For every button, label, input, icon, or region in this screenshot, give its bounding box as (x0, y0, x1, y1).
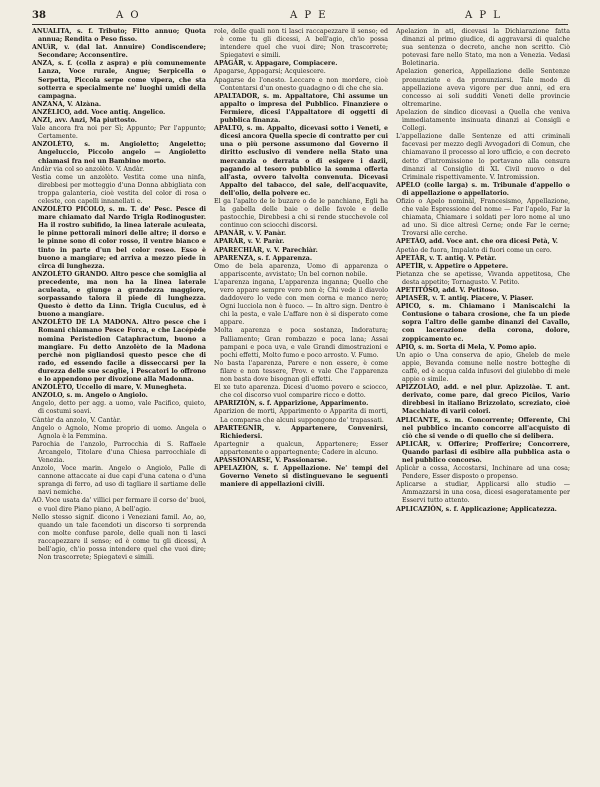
dictionary-entry: No basta l'aparenza, Parere e non essere, è come filare e non tessere, Prov. e vale Che l'apparenza non basta dove bisognan gli effetti. (214, 359, 388, 384)
dictionary-entry: APARTEGNÌR, v. Appartenere, Convenirsi, Richiedersi. (214, 424, 388, 440)
dictionary-entry: Andàr via col so anzolèto. V. Andàr. (32, 165, 145, 173)
dictionary-entry: Aparizion de morti, Apparimento o Apparita di morti, La comparsa che alcuni suppongono de' trapassati. (214, 408, 388, 424)
dictionary-entry: APARÀR, v. V. Paràr. (214, 238, 285, 246)
dictionary-entry: ANZÈLICO, add. Voce antiq. Angelico. (32, 108, 166, 116)
dictionary-entry: Apartegnir a qualcun, Appartenere; Esser appartenente o appartegnente; Cadere in alcuno. (214, 440, 388, 456)
dictionary-entry: AO. Voce usata da' villici per fermare il corso de' buoi, e vuol dire Piano piano, A bell'agio. (32, 497, 206, 513)
dictionary-entry: APARIZIÒN, s. f. Apparizione, Apparimento. (214, 400, 369, 408)
dictionary-entry: Nello stesso signif. dicono i Veneziani famil. Ao, ao, quando un tale facendoti un discorso ti sorprenda con molte confuse parole, delle quali non ti lasci raccapezzare il senso; ed è come tu gli dicessi, A bell'agio, ch'io possa intendere quel che vuoi dire; Non trascorrete; Spiegatevi e simili. (32, 513, 206, 562)
dictionary-entry: ANZA, s. f. (colla z aspra) e più comunemente Lanza, Voce rurale, Angue; Serpicella o Serpetta, Piccola serpe come vipera, che sta sotterra e specialmente ne' luoghi umidi della campagna. (32, 60, 206, 100)
page-number: 38 (32, 10, 46, 21)
dictionary-entry: El xe tuto aparenza. Dicesi d'uomo povero e sciocco, che col discorso vuol comparire ricco e dotto. (214, 384, 388, 400)
dictionary-entry: APETÌR, v. Appetire o Appetere. (396, 262, 509, 270)
dictionary-entry: Un apio o Una conserva de apio, Gheleb de mele appie, Bevanda comune nelle nostre botteghe di caffè, ed è acqua calda infusovi del giulebbo di mele appie o simile. (396, 351, 570, 384)
dictionary-entry: Pietanza che se apetisse, Vivanda appetitosa, Che desta appetito; Tornagusto. V. Petìto. (396, 270, 570, 286)
dictionary-entry: ANZANA, V. Alzàna. (32, 100, 102, 108)
dictionary-entry: ANZOLÈTO, Uccello di mare, V. Munegheta. (32, 384, 187, 392)
dictionary-entry: Anzolo, Voce marin. Angelo o Angiolo, Palle di cannone attaccate ai due capi d'una catena o d'una spranga di ferro, ad uso di tagliare il sartiame delle navi nemiche. (32, 465, 206, 497)
running-head-center: A P E (290, 10, 328, 21)
dictionary-entry: Vale ancora fra noi per Sì; Appunto; Per l'appunto; Certamente. (32, 125, 206, 141)
dictionary-entry: APELAZIÒN, s. f. Appellazione. Ne' tempi del Governo Veneto si distinguevano le seguenti maniere di appellazioni civili. (214, 465, 388, 489)
column-left (32, 28, 206, 783)
dictionary-entry: APANÀR, v. V. Panàr. (214, 230, 287, 238)
dictionary-entry: Apelazion de sindico dicevasi a Quella che veniva immediatamente insinuata dinanzi ai Consigli e Collegi. (396, 108, 570, 133)
dictionary-entry: Càntàr da anzolo, V. Cantàr. (32, 416, 122, 424)
running-head-left: A O (116, 10, 141, 21)
dictionary-entry: APAGÀR, v. Appagare, Compiacere. (214, 60, 338, 68)
dictionary-entry: APARENZA, s. f. Apparenza. (214, 254, 313, 262)
dictionary-entry: El ga l'apalto de le buzare o de le panchiane, Egli ha la gabella delle baie o delle favole e delle pastocchie, Direbbesi a chi si rende stucchevole col continuo con sciocchi discorsi. (214, 197, 388, 230)
dictionary-entry: ANZOLO, s. m. Angelo o Angiolo. (32, 392, 148, 400)
dictionary-entry: L'aparenza ingana, L'apparenza inganna; Quello che vero appare sempre vero non è; Chi vede il diavolo daddovero lo vede con men corna e manco nero; Ogni lucciola non è fuoco. — In altro sign. Dentro è chi la pesta, e vale L'affare non è si disperato come appare. (214, 278, 388, 327)
dictionary-entry: APLICAZIÒN, s. f. Applicazione; Applicatezza. (396, 505, 557, 513)
dictionary-entry: Ofizio o Apelo nominàl, Francesismo, Appellazione, che vale Espressione del nome — Far l'apelo, Far la chiamata, Chiamare i soldati per loro nome al uno ad uno. Si dice altresì Cerne; onde Far le cerne; Trovarsi alle cerche. (396, 197, 570, 238)
dictionary-entry: Apelazion generica, Appellazione delle Sentenze pronunziate e da pronunziarsi. Tale modo di appellazione aveva vigore per due anni, ed era concesso ai soli sudditi Veneti delle provincie oltremarine. (396, 68, 570, 108)
dictionary-entry: ANZOLÈTO DE LA MADONA. Altro pesce che i Romani chiamano Pesce Forca, e che Lacépède nomina Peristedion Cataphractum, buono a mangiare. Fu detto Anzolèto de la Madona perchè non pigliandosi questo pesce che di rado, ed essendo facile a disseccarsi per la durezza delle sue scaglie, i Pescatori lo offrono e lo appendono per divozione alla Madonna. (32, 319, 206, 384)
dictionary-entry: Parochia de l'anzolo, Parrocchia di S. Raffaele Arcangelo, Titolare d'una Chiesa parrocchiale di Venezia. (32, 440, 206, 464)
dictionary-entry: Aplicàr a cossa, Accostarsi, Inchinare ad una cosa; Pendere, Esser disposto o propenso. (396, 465, 570, 481)
dictionary-entry: L'appellazione dalle Sentenze ed atti criminali facevasi per mezzo degli Avvogadori di Comun, che chiamavano il processo al loro ufficio, e con decreto detto d'intromissione lo portavano alla censura dinanzi al Consiglio di XL Civil nuovo o del Criminale rispettivamente. V. Intromission. (396, 133, 570, 181)
dictionary-entry: APETITÒSO, add. V. Petitoso. (396, 287, 499, 294)
dictionary-entry: Apagarse, Appagarsi; Acquiescere. (214, 68, 326, 76)
dictionary-entry: Angelo o Agnolo, Nome proprio di uomo. Angela o Agnola è la Femmina. (32, 424, 206, 440)
dictionary-entry: Apetào de fuora, Impalato di fuori come un cero. (396, 246, 552, 254)
dictionary-entry: ANZI, avv. Anzi, Ma piuttosto. (32, 117, 137, 125)
dictionary-entry: Angelo, detto per agg. a uomo, vale Pacifico, quieto, di costumi soavi. (32, 400, 206, 416)
dictionary-entry: APASSIONARSE, V. Passionarse. (214, 456, 328, 464)
dictionary-entry: Apelazion in ati, dicevasi la Dichiarazione fatta dinanzi al primo giudice, di aggravarsi di qualche sua sentenza o decreto, anche non scritto. Ciò potevasi fare nello Stato, ma non a Venezia. Vedasi Boletinaria. (396, 28, 570, 68)
dictionary-entry: APLICÀR, v. Offerire; Profferire; Concorrere, Quando parlasi di esibire alla pubblica asta o nel pubblico concorso. (396, 440, 570, 464)
dictionary-entry: APARECHIÀR, v. V. Parechiàr. (214, 246, 318, 254)
dictionary-entry: Molta aparenza e poca sostanza, Indoratura; Palliamento; Gran rombazzo e poca lana; Assai pampani e poca uva, e vale Grandi dimostrazioni e pochi effetti, Molto fumo e poco arrosto. V. Fumo. (214, 327, 388, 359)
dictionary-entry: ANZOLÈTO GRANDO. Altro pesce che somiglia al precedente, ma non ha la linea laterale aculeata, e giunge a grandezza maggiore, sorpassando talora il piede di lunghezza. Questo è detto da Linn. Trigla Cuculus, ed è buono a mangiare. (32, 270, 206, 319)
dictionary-entry: APICO, s. m. Chiamano i Maniscalchi la Contusione o tabara crosione, che fa un piede sopra l'altro delle gambe dinanzi del Cavallo, con lacerazione della corona, dolore, zoppicamento ec. (396, 303, 570, 343)
page-header (0, 10, 600, 24)
dictionary-entry: APLICANTE, s. m. Concorrente; Offerente, Chi nel pubblico incanto concorre all'acquisto di ciò che si vende o di quello che si delibera. (396, 416, 570, 440)
dictionary-entry: ANZOLÈTO PICOLO, s. m. T. de' Pesc. Pesce di mare chiamato dal Nardo Trigla Rodinoguster. Ha il rostro subifido, la linea laterale aculeata, le pinne pettorali minori delle altre; il dorso e le pinne sono di color rosso, il ventre bianco e tinto in parte d'un bel color roseo. Esso è buono a mangiare; ed arriva a mezzo piede in circa di lunghezza. (32, 206, 206, 270)
dictionary-entry: APETÀR, v. T. antiq. V. Petàr. (396, 254, 497, 262)
dictionary-entry: ANUìR, v. (dal lat. Annuire) Condiscendere; Secondare; Acconsentire. (32, 44, 206, 60)
dictionary-entry: APALTADOR, s. m. Appaltatore, Chi assume un appalto o impresa del Pubblico. Finanziere o Fermiere, dicesi l'Appaltatore di oggetti di pubblica finanza. (214, 92, 388, 125)
dictionary-entry: role, delle quali non ti lasci raccapezzare il senso; ed è come tu gli dicessi, A bell'agio, ch'io possa intendere quel che vuoi dire; Non trascorrete; Spiegatevi e simili. (214, 28, 388, 60)
columns (32, 28, 572, 783)
dictionary-entry: APÈLO (colle larga) s. m. Tribunale d'appello o di appellazione o appellatorio. (396, 181, 570, 197)
dictionary-entry: ANZOLÈTO, s. m. Angioletto; Angeletto; Angeluccio, Piccolo angelo — Angioletto chiamasi fra noi un Bambino morto. (32, 141, 206, 165)
column-right (396, 28, 570, 783)
header-rule (32, 24, 568, 25)
dictionary-entry: Aplicarse a studiar, Applicarsi allo studio — Ammazzarsi in una cosa, dicesi esageratamente per Esservi tutto attento. (396, 481, 570, 505)
dictionary-entry: APIZZOLÀO, add. e nel plur. Apizzolàe. T. ant. derivato, come pare, dal greco Picilos, Vario direbbesi in italiano Brizzolato, screziato, cioè Macchiato di varii colori. (396, 384, 570, 416)
dictionary-entry: Apagarse de l'onesto. Leccare e non mordere, cioè Contentarsi d'un onesto guadagno o di che che sia. (214, 76, 388, 92)
dictionary-entry: APALTO, s. m. Appalto, dicevasi sotto i Veneti, e dicesi ancora Quella specie di contratto per cui una o più persone assumono dal Governo il diritto esclusivo di vendere nella Stato una mercanzia o derrata o di esigere i dazii, pagando al tesoro pubblico la somma offerta all'asta, ovvero talvolta convenuta. Dicevasi Appalto del tabacco, del sale, dell'acquavite, dell'olio, della polvere ec. (214, 125, 388, 197)
dictionary-entry: APIO, s. m. Sorta di Mela, V. Pomo apio. (396, 343, 537, 351)
dictionary-entry: APETÀO, add. Voce ant. che ora dicesi Petà, V. (396, 238, 558, 246)
dictionary-entry: Omo de bela aparenza, Uomo di apparenza o appariscente, avvistato; Un bel cornon nobile. (214, 262, 388, 278)
running-head-right: A P L (465, 10, 502, 21)
column-middle (214, 28, 388, 783)
dictionary-entry: Vestìa come un anzolèto. Vestita come una ninfa, direbbesi per motteggio d'una Donna abbigliata con troppa galanteria, cioè vestita del color di rosa o celeste, con capelli innanellati e. (32, 173, 206, 205)
dictionary-entry: APIASÈR, v. T. antiq. Piacere, V. Piaser. (396, 295, 534, 303)
dictionary-entry: ANUALITÀ, s. f. Tributo; Fitto annuo; Quota annua; Rendita o Peso fisso. (32, 28, 206, 44)
